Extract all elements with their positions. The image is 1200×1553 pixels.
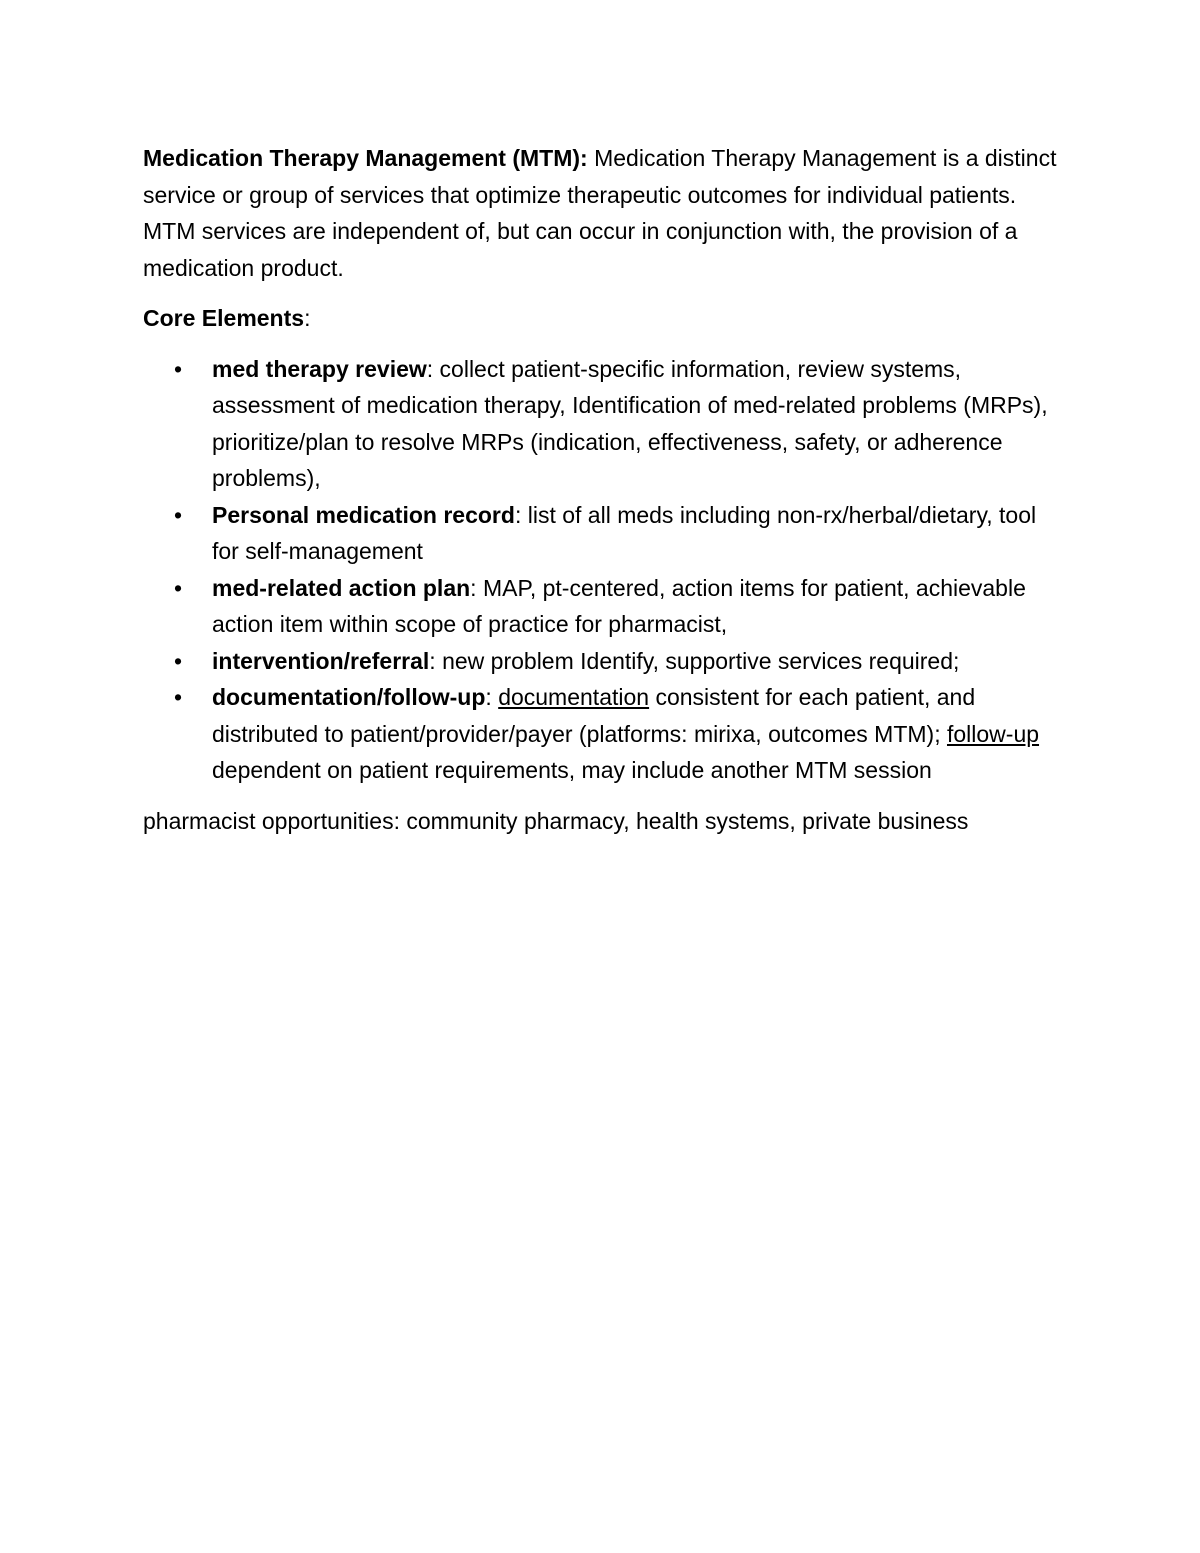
list-item (143, 643, 1063, 680)
mtm-term: Medication Therapy Management (MTM): (143, 145, 588, 171)
document-body (143, 140, 1063, 839)
documentation-text: consistent for each patient, and distributed to patient/provider/payer (platforms: mirixa, outcomes MTM); (212, 684, 976, 747)
element-term: documentation/follow-up (212, 684, 486, 710)
element-text: : new problem Identify, supportive services required; (429, 647, 960, 674)
list-item (143, 679, 1063, 789)
closing-paragraph: pharmacist opportunities: community pharmacy, health systems, private business (143, 807, 969, 834)
bullet-icon: • (174, 501, 183, 528)
element-term: med therapy review (212, 355, 427, 382)
element-text: : collect patient-specific information, review systems, assessment of medication therapy, Identification of med-related problems (MRPs), prioritize/plan to resolve MRPs (indication, effectiveness, safety, or adherence problems), (212, 355, 1048, 491)
element-term: med-related action plan (212, 574, 471, 601)
mtm-definition: Medication Therapy Management is a distinct service or group of services that optimize therapeutic outcomes for individual patients. MTM services are independent of, but can occur in conjunction with, the provision of a medication product. (143, 145, 1057, 281)
element-term: Personal medication record (212, 501, 515, 528)
core-elements-heading (143, 300, 1063, 337)
core-elements-colon: : (304, 305, 311, 331)
list-item (143, 570, 1063, 643)
bullet-icon: • (174, 684, 183, 710)
element-text: : list of all meds including non-rx/herbal/dietary, tool for self-management (212, 501, 1037, 564)
core-elements-list (143, 351, 1063, 789)
documentation-underlined-term: documentation (498, 684, 650, 710)
bullet-icon: • (174, 647, 183, 674)
follow-up-underlined-term: follow-up (946, 720, 1040, 747)
list-item (143, 497, 1063, 570)
list-item (143, 351, 1063, 497)
bullet-icon: • (174, 355, 183, 382)
follow-up-text: dependent on patient requirements, may include another MTM session (212, 757, 932, 783)
element-text: : MAP, pt-centered, action items for patient, achievable action item within scope of practice for pharmacist, (212, 574, 1026, 637)
core-elements-label: Core Elements (143, 305, 305, 331)
element-term: intervention/referral (212, 647, 430, 674)
intro-paragraph (143, 140, 1063, 286)
element-separator: : (485, 684, 499, 710)
bullet-icon: • (174, 574, 183, 601)
